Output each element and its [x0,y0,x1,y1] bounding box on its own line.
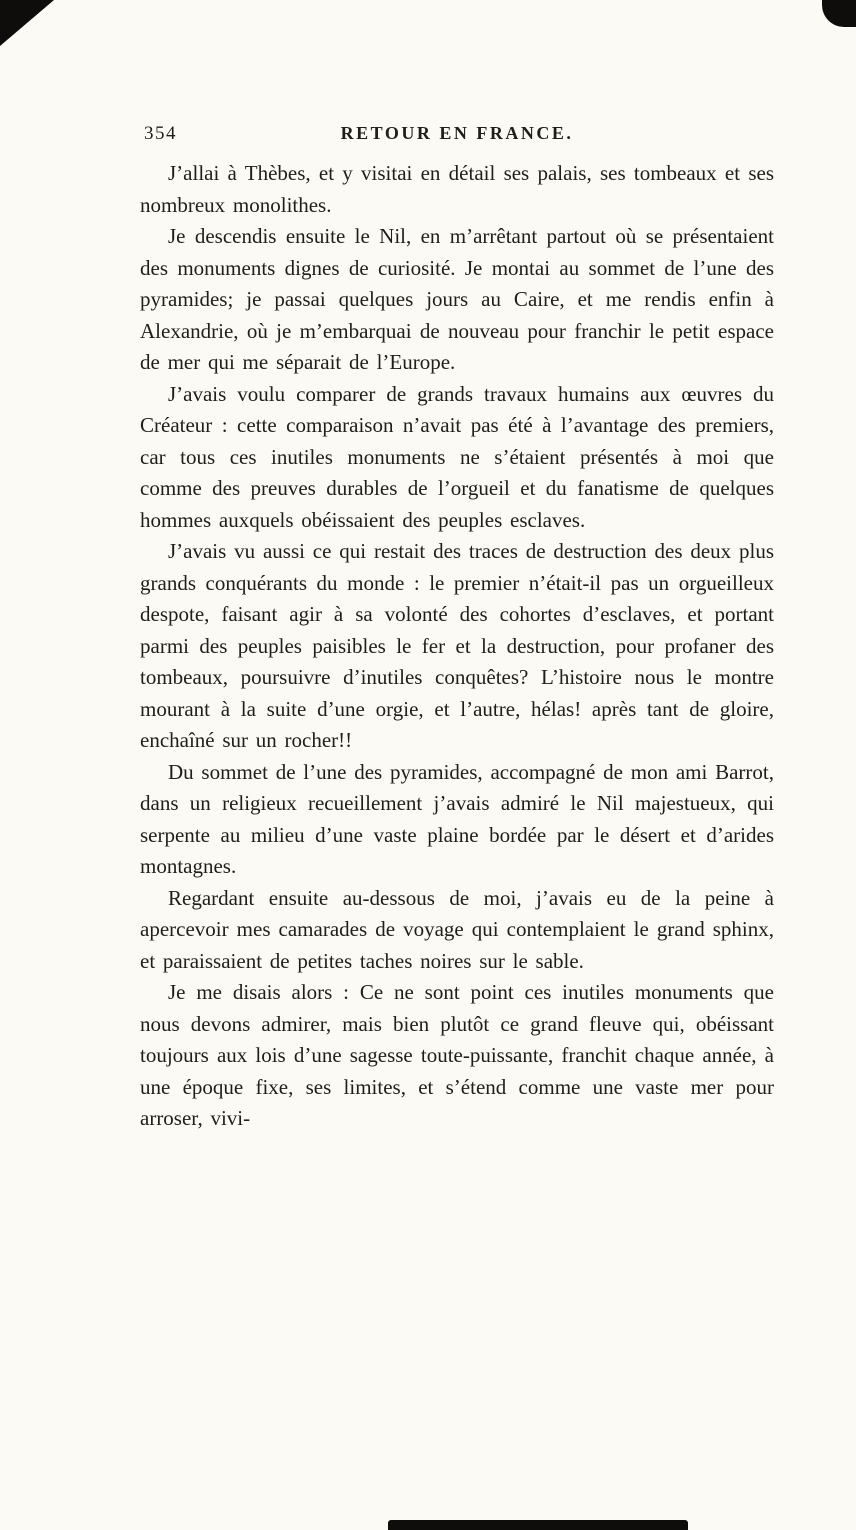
scan-artifact-bottom-bar [388,1520,688,1530]
paragraph: J’avais voulu comparer de grands travaux humains aux œuvres du Créateur : cette comparaison n’avait pas été à l’avantage des premiers, car tous ces inutiles monuments ne s’étaient présentés à moi que comme des preuves durables de l’orgueil et du fanatisme de quelques hommes auxquels obéissaient des peuples esclaves. [140,381,774,532]
page-number: 354 [144,123,177,144]
paragraph: J’avais vu aussi ce qui restait des traces de destruction des deux plus grands conquérants du monde : le premier n’était-il pas un orgueilleux despote, faisant agir à sa volonté des cohortes d’esclaves, et portant parmi des peuples paisibles le fer et la destruction, pour profaner des tombeaux, poursuivre d’inutiles conquêtes? L’histoire nous le montre mourant à la suite d’une orgie, et l’autre, hélas! après tant de gloire, enchaîné sur un rocher!! [140,539,774,752]
running-title: RETOUR EN FRANCE. [340,123,574,143]
paragraph: Du sommet de l’une des pyramides, accompagné de mon ami Barrot, dans un religieux recueillement j’avais admiré le Nil majestueux, qui serpente au milieu d’une vaste plaine bordée par le désert et d’arides montagnes. [140,759,774,878]
page-body [140,158,774,1135]
page-header [140,120,774,148]
paragraph: Je descendis ensuite le Nil, en m’arrêtant partout où se présentaient des monuments dignes de curiosité. Je montai au sommet de l’une des pyramides; je passai quelques jours au Caire, et me rendis enfin à Alexandrie, où je m’embarquai de nouveau pour franchir le petit espace de mer qui me séparait de l’Europe. [140,224,774,374]
paragraph: J’allai à Thèbes, et y visitai en détail ses palais, ses tombeaux et ses nombreux monolithes. [140,161,774,217]
paragraph: Regardant ensuite au-dessous de moi, j’avais eu de la peine à apercevoir mes camarades de voyage qui contemplaient le grand sphinx, et paraissaient de petites taches noires sur le sable. [140,885,774,973]
paragraph: Je me disais alors : Ce ne sont point ces inutiles monuments que nous devons admirer, mais bien plutôt ce grand fleuve qui, obéissant toujours aux lois d’une sagesse toute-puissante, franchit chaque année, à une époque fixe, ses limites, et s’étend comme une vaste mer pour arroser, vivi- [140,980,774,1130]
